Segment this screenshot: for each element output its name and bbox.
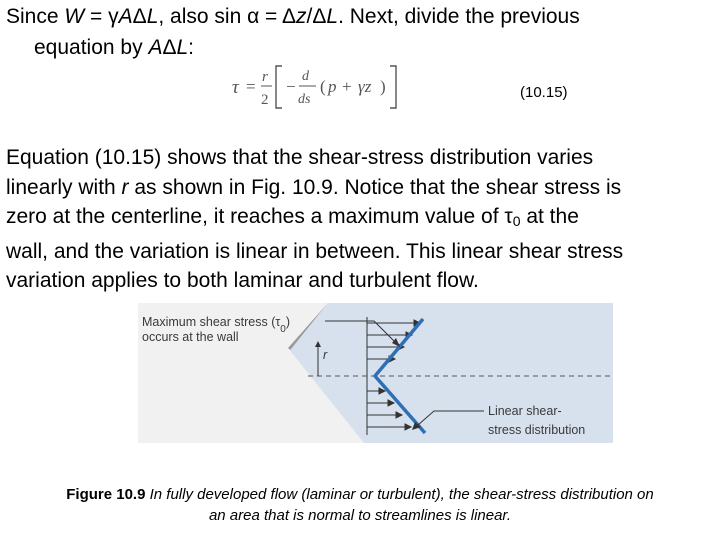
eq-d: d: [302, 69, 309, 84]
tau-subscript: 0: [280, 323, 286, 335]
max-shear-label-line2: occurs at the wall: [142, 330, 239, 344]
max-shear-text: Maximum shear stress (τ: [142, 315, 281, 329]
r-label: r: [323, 348, 328, 362]
paragraph-line: variation applies to both laminar and turbulent flow.: [6, 269, 479, 292]
eq-left-bracket: [276, 66, 282, 108]
max-shear-text: ): [285, 315, 291, 329]
pipe: [285, 303, 613, 443]
paragraph-line: [6, 202, 718, 237]
intro-text: Δ: [162, 36, 177, 59]
intro-var-l: L: [176, 36, 189, 59]
paragraph-line: [6, 173, 718, 203]
intro-text: :: [188, 36, 195, 59]
caption-text: In fully developed flow (laminar or turbulent), the shear-stress distribution on: [145, 486, 654, 503]
eq-p: p: [328, 77, 337, 96]
intro-text: equation by: [34, 36, 149, 59]
caption-line-1: [4, 484, 716, 505]
eq-right-bracket: [390, 66, 396, 108]
shear-stress-equation: [230, 62, 430, 112]
intro-text: , also sin α = Δ: [158, 5, 297, 28]
paragraph-text: at the: [520, 205, 579, 228]
intro-text: = γ: [84, 5, 119, 28]
figure-caption: [4, 484, 716, 526]
paragraph-line: Equation (10.15) shows that the shear-stress distribution varies: [6, 146, 594, 169]
paragraph-line: wall, and the variation is linear in between. This linear shear stress: [6, 239, 624, 263]
eq-r: r: [262, 69, 268, 85]
intro-line-2: [34, 36, 194, 60]
caption-figure-number: Figure 10.9: [66, 486, 146, 503]
tau-subscript: 0: [512, 213, 521, 229]
intro-text: /Δ: [306, 5, 327, 28]
linear-label: Linear shear-: [488, 404, 562, 418]
eq-two: 2: [261, 92, 269, 108]
paragraph-var-r: r: [121, 175, 129, 199]
eq-paren-close: ): [380, 77, 386, 96]
shear-stress-diagram: [138, 303, 613, 443]
paragraph-text: linearly with: [6, 175, 122, 199]
caption-text: an area that is normal to streamlines is linear.: [208, 507, 512, 524]
linear-label-line2: stress distribution: [488, 423, 586, 437]
intro-line-1: [6, 5, 580, 29]
intro-var-z: z: [296, 5, 307, 28]
paragraph-text: as shown in Fig. 10.9. Notice that the shear stress is: [128, 175, 622, 199]
caption-line-2: [4, 505, 716, 526]
intro-var-l: L: [146, 5, 159, 28]
intro-var-l: L: [326, 5, 339, 28]
eq-minus: −: [286, 77, 296, 96]
body-paragraph: [6, 143, 718, 296]
paragraph-text: zero at the centerline, it reaches a maximum value of τ: [6, 205, 513, 228]
figure-10-9: [138, 303, 613, 443]
intro-var-a: A: [148, 36, 163, 59]
intro-var-w: W: [64, 5, 85, 28]
eq-gamma-z: γz: [358, 77, 372, 96]
eq-paren-open: (: [320, 77, 326, 96]
equation-number: (10.15): [520, 84, 568, 101]
eq-ds: ds: [298, 92, 311, 107]
intro-text: . Next, divide the previous: [338, 5, 580, 28]
intro-text: Since: [6, 5, 65, 28]
intro-var-a: A: [118, 5, 133, 28]
eq-plus: +: [342, 77, 352, 96]
eq-tau: τ: [232, 77, 239, 98]
eq-equals: =: [246, 77, 256, 96]
intro-text: Δ: [132, 5, 147, 28]
